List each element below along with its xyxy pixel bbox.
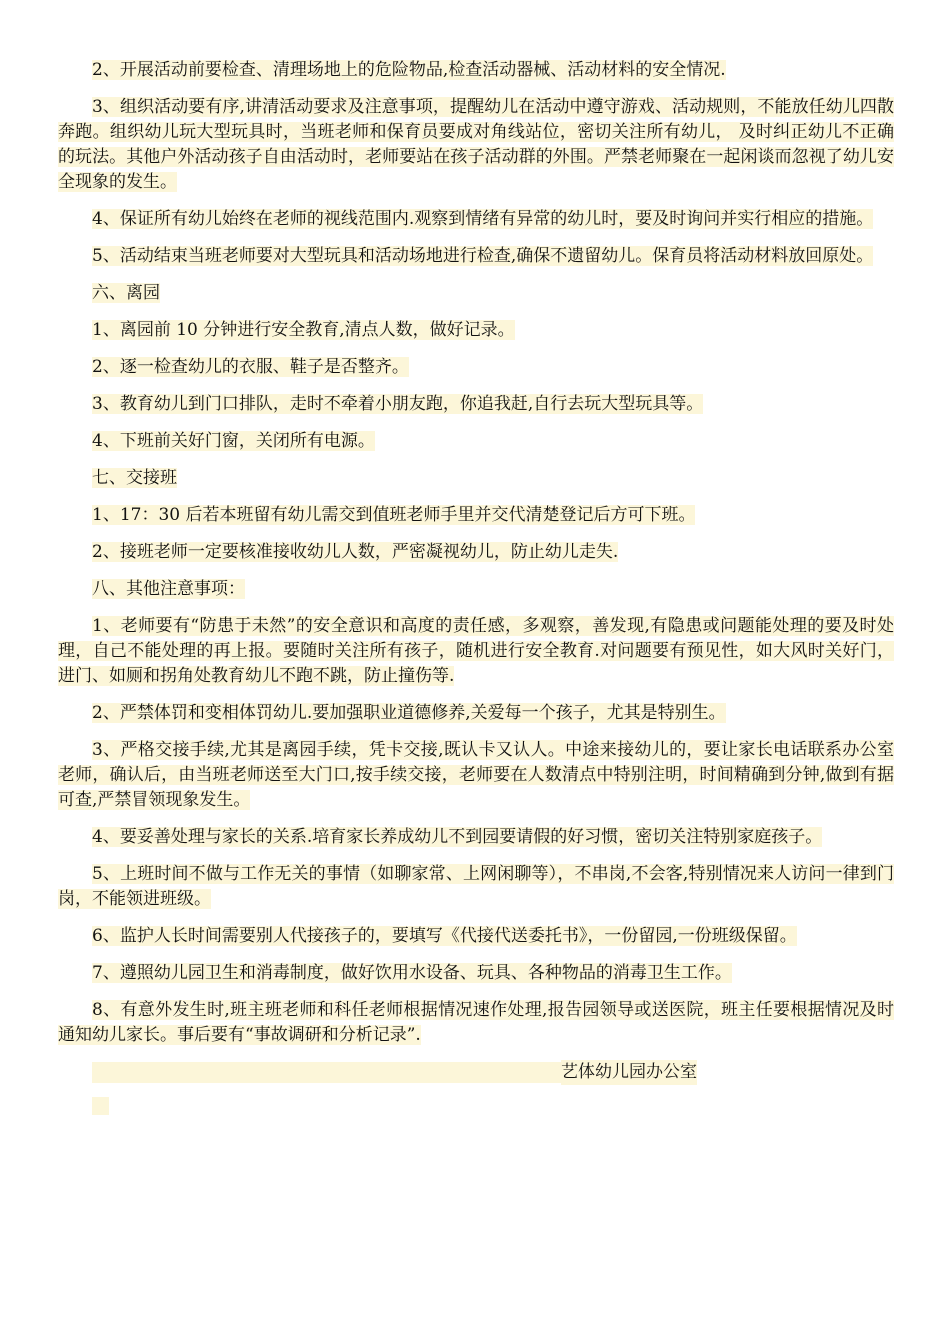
paragraph-8 bbox=[58, 429, 894, 454]
paragraph-16 bbox=[58, 924, 894, 949]
paragraph-7 bbox=[58, 392, 894, 417]
paragraph-11 bbox=[58, 614, 894, 689]
paragraph-4-text: 5、活动结束当班老师要对大型玩具和活动场地进行检查,确保不遗留幼儿。保育员将活动材料放回原处。 bbox=[92, 246, 874, 266]
paragraph-2-text: 3、组织活动要有序,讲清活动要求及注意事项，提醒幼儿在活动中遵守游戏、活动规则，不能放任幼儿四散奔跑。组织幼儿玩大型玩具时，当班老师和保育员要成对角线站位，密切关注所有幼儿， 及时纠正幼儿不正确的玩法。其他户外活动孩子自由活动时，老师要站在孩子活动群的外围。严禁老师聚在一起闲谈而忽视了幼儿安全现象的发生。 bbox=[58, 97, 894, 192]
paragraph-15-text: 5、上班时间不做与工作无关的事情（如聊家常、上网闲聊等），不串岗,不会客,特别情况来人访问一律到门岗，不能领进班级。 bbox=[58, 864, 894, 909]
paragraph-1-text: 2、开展活动前要检查、清理场地上的危险物品,检查活动器械、活动材料的安全情况. bbox=[92, 60, 726, 80]
section-heading-leave-school bbox=[58, 281, 894, 306]
paragraph-6 bbox=[58, 355, 894, 380]
paragraph-15 bbox=[58, 862, 894, 912]
section-heading-text: 六、离园 bbox=[92, 283, 160, 303]
paragraph-17 bbox=[58, 961, 894, 986]
section-heading-other-notes bbox=[58, 577, 894, 602]
paragraph-10-text: 2、接班老师一定要核准接收幼儿人数，严密凝视幼儿，防止幼儿走失. bbox=[92, 542, 619, 562]
signature-text: 艺体幼儿园办公室 bbox=[561, 1060, 697, 1085]
paragraph-7-text: 3、教育幼儿到门口排队，走时不牵着小朋友跑，你追我赶,自行去玩大型玩具等。 bbox=[92, 394, 704, 414]
paragraph-1 bbox=[58, 58, 894, 83]
section-heading-text: 七、交接班 bbox=[92, 468, 177, 488]
paragraph-17-text: 7、遵照幼儿园卫生和消毒制度，做好饮用水设备、玩具、各种物品的消毒卫生工作。 bbox=[92, 963, 732, 983]
paragraph-4 bbox=[58, 244, 894, 269]
paragraph-13 bbox=[58, 738, 894, 813]
paragraph-18 bbox=[58, 998, 894, 1048]
paragraph-14-text: 4、要妥善处理与家长的关系.培育家长养成幼儿不到园要请假的好习惯，密切关注特别家庭孩子。 bbox=[92, 827, 823, 847]
paragraph-6-text: 2、逐一检查幼儿的衣服、鞋子是否整齐。 bbox=[92, 357, 409, 377]
paragraph-16-text: 6、监护人长时间需要别人代接孩子的，要填写《代接代送委托书》，一份留园,一份班级保留。 bbox=[92, 926, 797, 946]
paragraph-11-text: 1、老师要有“防患于未然”的安全意识和高度的责任感，多观察，善发现,有隐患或问题能处理的要及时处理，自己不能处理的再上报。要随时关注所有孩子，随机进行安全教育.对问题要有预见性，如大风时关好门，进门、如厕和拐角处教育幼儿不跑不跳，防止撞伤等. bbox=[58, 616, 894, 686]
paragraph-18-text: 8、有意外发生时,班主班老师和科任老师根据情况速作处理,报告园领导或送医院，班主任要根据情况及时通知幼儿家长。事后要有“事故调研和分析记录”. bbox=[58, 1000, 894, 1045]
paragraph-9 bbox=[58, 503, 894, 528]
document-page bbox=[58, 58, 894, 1115]
signature-highlight-bar bbox=[92, 1062, 562, 1083]
section-heading-handover bbox=[58, 466, 894, 491]
paragraph-8-text: 4、下班前关好门窗，关闭所有电源。 bbox=[92, 431, 375, 451]
section-heading-text: 八、其他注意事项： bbox=[92, 579, 245, 599]
paragraph-13-text: 3、严格交接手续,尤其是离园手续，凭卡交接,既认卡又认人。中途来接幼儿的，要让家长电话联系办公室老师，确认后，由当班老师送至大门口,按手续交接，老师要在人数清点中特别注明，时间精确到分钟,做到有据可查,严禁冒领现象发生。 bbox=[58, 740, 894, 810]
paragraph-9-text: 1、17：30 后若本班留有幼儿需交到值班老师手里并交代清楚登记后方可下班。 bbox=[92, 505, 696, 525]
signature-row bbox=[58, 1060, 894, 1085]
paragraph-5-text: 1、离园前 10 分钟进行安全教育,清点人数，做好记录。 bbox=[92, 320, 515, 340]
end-highlight-mark bbox=[92, 1097, 109, 1115]
paragraph-3 bbox=[58, 207, 894, 232]
paragraph-3-text: 4、保证所有幼儿始终在老师的视线范围内.观察到情绪有异常的幼儿时，要及时询问并实行相应的措施。 bbox=[92, 209, 874, 229]
paragraph-12-text: 2、严禁体罚和变相体罚幼儿.要加强职业道德修养,关爱每一个孩子，尤其是特别生。 bbox=[92, 703, 726, 723]
paragraph-5 bbox=[58, 318, 894, 343]
paragraph-14 bbox=[58, 825, 894, 850]
paragraph-12 bbox=[58, 701, 894, 726]
paragraph-2 bbox=[58, 95, 894, 195]
paragraph-10 bbox=[58, 540, 894, 565]
